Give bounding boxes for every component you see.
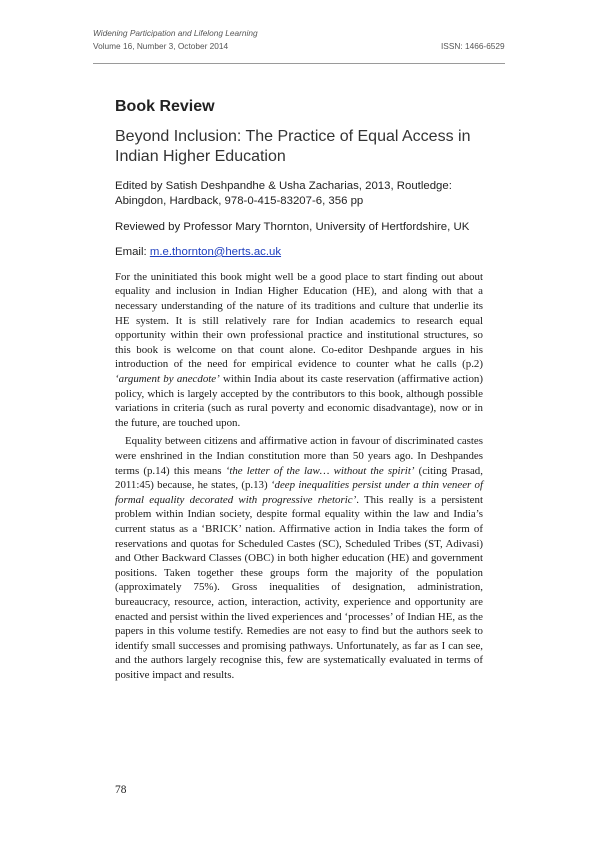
paragraph-2-text: Equality between citizens and affirmative action in favour of discriminated castes were enshrined in the Indian constitution more than 50 years ago. In Deshpandes terms (p.14) this means — [115, 435, 483, 477]
issn: ISSN: 1466-6529 — [441, 41, 505, 51]
email-label: Email: — [115, 245, 147, 258]
paragraph-2-text-mid: (citing Prasad, 2011:45) because, he states, (p.13) — [115, 464, 483, 492]
email-link[interactable]: m.e.thornton@herts.ac.uk — [149, 245, 282, 258]
book-title: Beyond Inclusion: The Practice of Equal Access in Indian Higher Education — [115, 128, 471, 165]
body-paragraph-1 — [115, 270, 483, 431]
paragraph-1-text: For the uninitiated this book might well be a good place to start finding out about equality and inclusion in Indian Higher Education (HE), and along with that a necessary understanding of the nature of its traditions and culture that underlie its HE system. It is still relatively rare for Indian academics to research equal opportunity within their own professional practice and institutional structures, so this book is welcome on that count alone. Co-editor Deshpande argues in his introduction of the need for empirical evidence to counter what he calls (p.2) — [115, 270, 483, 371]
paragraph-2-text-end: . This really is a persistent problem within Indian society, despite formal equality within the law and India’s current status as a ‘BRICK’ nation. Affirmative action in India takes the form of reservations and quotas for Scheduled Castes (SC), Scheduled Tribes (ST, Adivasi) and Other Backward Classes (OBC) in both higher education (HE) and government positions. Taken together these groups form the majority of the population (approximately 75%). Gross inequalities of designation, administration, bureaucracy, resource, action, interaction, activity, experience and opportunity are enacted and persist within the lived experiences and ‘processes’ of Indian HE, as the papers in this volume testify. Remedies are not easy to find but the authors seek to identify small successes and promising pathways. Unfortunately, as far as I can see, and the authors largely recognise this, few are systematically evaluated in terms of positive impact and results. — [115, 493, 483, 681]
article — [115, 98, 483, 683]
paragraph-2-quote-2: ‘deep inequalities persist under a thin veneer of formal equality decorated with progressive rhetoric’ — [115, 479, 483, 506]
volume-info: Volume 16, Number 3, October 2014 — [93, 41, 229, 51]
paragraph-1-quote: ‘argument by anecdote’ — [115, 373, 220, 386]
paragraph-2-quote-1: ‘the letter of the law… without the spirit’ — [225, 464, 415, 477]
journal-name: Widening Participation and Lifelong Learning — [93, 28, 258, 38]
paragraph-1-text-end: within India about its caste reservation (affirmative action) policy, which is largely accepted by the contributors to this book, although possible variations in criteria (such as rural poverty and economic disadvantage), now or in the future, are touched upon. — [115, 373, 483, 429]
header-divider — [93, 63, 505, 64]
reviewed-by: Reviewed by Professor Mary Thornton, University of Hertfordshire, UK — [115, 220, 470, 233]
edited-by: Edited by Satish Deshpandhe & Usha Zacharias, 2013, Routledge: Abingdon, Hardback, 978-0-415-83207-6, 356 pp — [115, 180, 452, 208]
section-title: Book Review — [115, 98, 215, 115]
email-row — [115, 245, 483, 260]
body-paragraph-2 — [115, 434, 483, 682]
page-number: 78 — [115, 784, 127, 796]
